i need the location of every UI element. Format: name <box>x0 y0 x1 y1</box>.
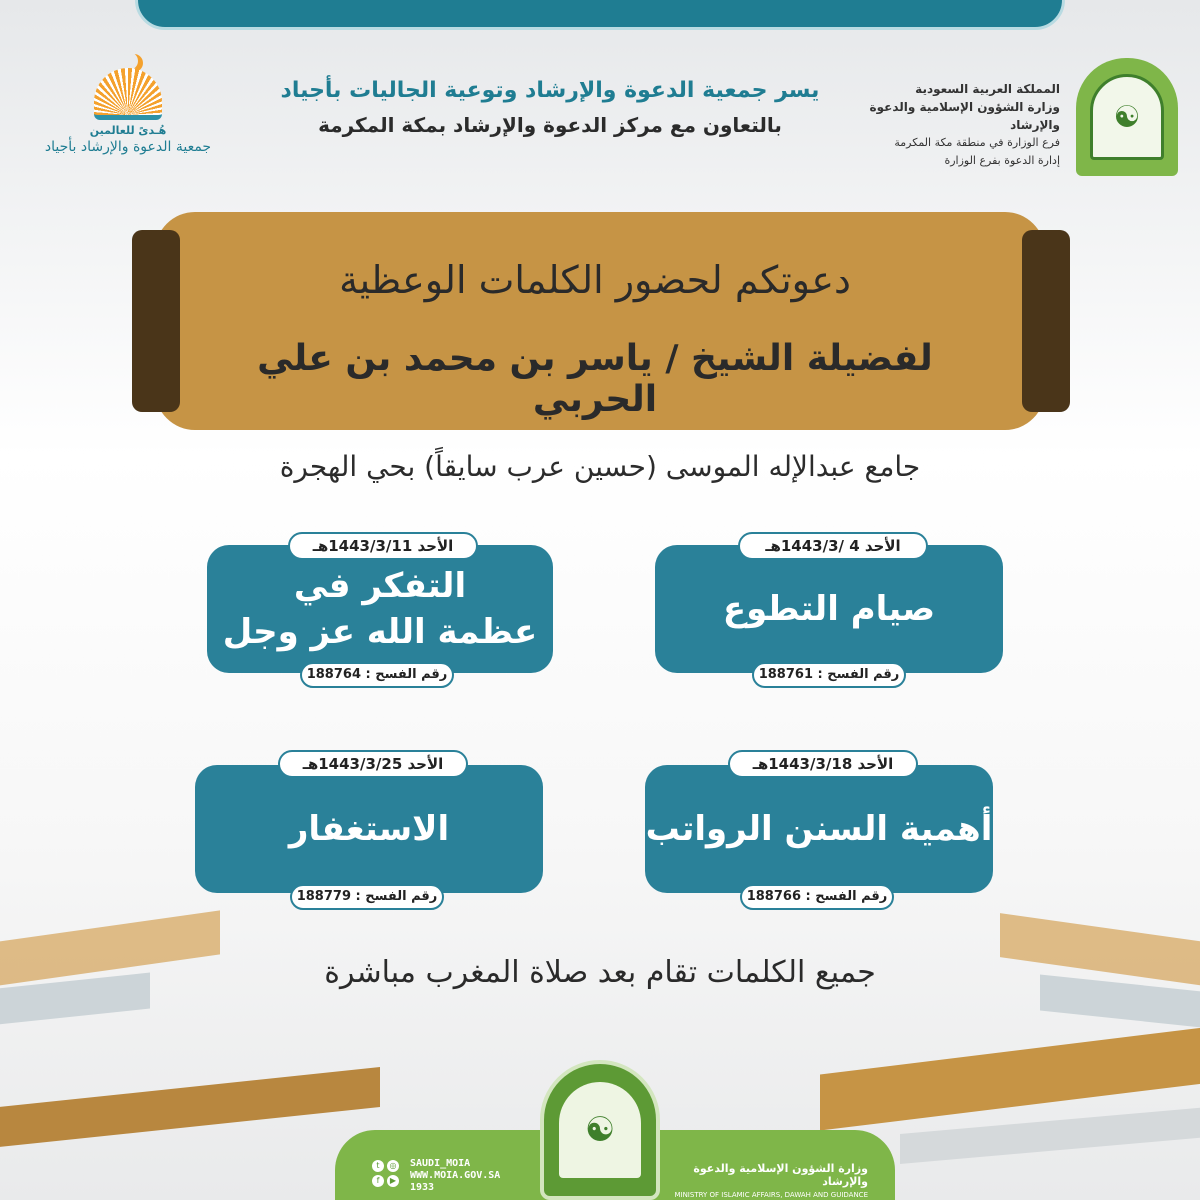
header-line-2: بالتعاون مع مركز الدعوة والإرشاد بمكة المكرمة <box>318 113 782 137</box>
lecture-title: صيام التطوع <box>722 589 936 629</box>
lecture-date: الأحد 1443/3/11هـ <box>288 532 478 560</box>
hoda-organization-name: جمعية الدعوة والإرشاد بأجياد <box>44 139 212 155</box>
lecture-permit-number: رقم الفسح : 188766 <box>740 884 894 910</box>
footer-ministry-name <box>668 1162 868 1199</box>
ministry-name-english: MINISTRY OF ISLAMIC AFFAIRS, DAWAH AND GUIDANCE <box>674 1191 868 1199</box>
sunburst-icon <box>94 68 162 120</box>
youtube-icon[interactable]: ▶ <box>387 1175 399 1187</box>
hoda-logo-icon <box>90 58 166 120</box>
website-link[interactable]: WWW.MOIA.GOV.SA <box>410 1170 501 1181</box>
banner-cap-right <box>1022 230 1070 412</box>
banner-cap-left <box>132 230 180 412</box>
ministry-header-line: إدارة الدعوة بفرع الوزارة <box>944 154 1060 167</box>
decorative-ribbon <box>0 1067 380 1149</box>
lecture-card <box>645 765 993 893</box>
ministry-header-line: المملكة العربية السعودية <box>915 82 1060 96</box>
lecture-card <box>655 545 1003 673</box>
ministry-emblem-icon <box>1076 58 1178 176</box>
phone-number: 1933 <box>410 1182 435 1193</box>
lecture-title-line-1: التفكر في <box>293 566 467 606</box>
decorative-ribbon <box>1040 974 1200 1031</box>
timing-note: جميع الكلمات تقام بعد صلاة المغرب مباشرة <box>324 955 876 990</box>
lecture-date: الأحد 1443/3/18هـ <box>728 750 918 778</box>
header-line-1: يسر جمعية الدعوة والإرشاد وتوعية الجاليات بأجياد <box>280 78 820 103</box>
social-contact <box>410 1158 500 1194</box>
facebook-icon[interactable]: f <box>372 1175 384 1187</box>
ministry-header-line: وزارة الشؤون الإسلامية والدعوة والإرشاد <box>869 100 1060 132</box>
instagram-icon[interactable]: ◎ <box>387 1160 399 1172</box>
lecture-date: الأحد 4 /1443/3هـ <box>738 532 928 560</box>
banner-title: دعوتكم لحضور الكلمات الوعظية <box>339 258 851 302</box>
lecture-card <box>207 545 553 673</box>
lecture-card <box>195 765 543 893</box>
venue: جامع عبدالإله الموسى (حسين عرب سايقاً) بحي الهجرة <box>279 450 921 483</box>
hoda-logo <box>28 58 228 168</box>
lecture-title: أهمية السنن الرواتب <box>645 809 993 849</box>
ministry-emblem-inner: ☯ <box>1090 74 1164 160</box>
social-handle[interactable]: SAUDI_MOIA <box>410 1158 471 1169</box>
twitter-icon[interactable]: t <box>372 1160 384 1172</box>
lecture-permit-number: رقم الفسح : 188779 <box>290 884 444 910</box>
lecture-permit-number: رقم الفسح : 188764 <box>300 662 454 688</box>
header-announcement <box>250 78 850 137</box>
top-band <box>135 0 1065 30</box>
lecture-permit-number: رقم الفسح : 188761 <box>752 662 906 688</box>
hoda-slogan: هُـدىً للعالمين <box>89 124 167 137</box>
lecture-date: الأحد 1443/3/25هـ <box>278 750 468 778</box>
ministry-emblem-inner: ☯ <box>559 1082 641 1178</box>
ministry-header-text <box>860 80 1060 170</box>
banner-subtitle: لفضيلة الشيخ / ياسر بن محمد بن علي الحربي <box>257 338 933 420</box>
ministry-emblem-icon <box>540 1060 660 1200</box>
lecture-title: الاستغفار <box>288 809 450 849</box>
ministry-name-arabic: وزارة الشؤون الإسلامية والدعوة والإرشاد <box>693 1162 868 1188</box>
social-icons <box>372 1160 402 1187</box>
ministry-header-line: فرع الوزارة في منطقة مكة المكرمة <box>894 136 1060 149</box>
lecture-title-line-2: عظمة الله عز وجل <box>222 612 538 652</box>
